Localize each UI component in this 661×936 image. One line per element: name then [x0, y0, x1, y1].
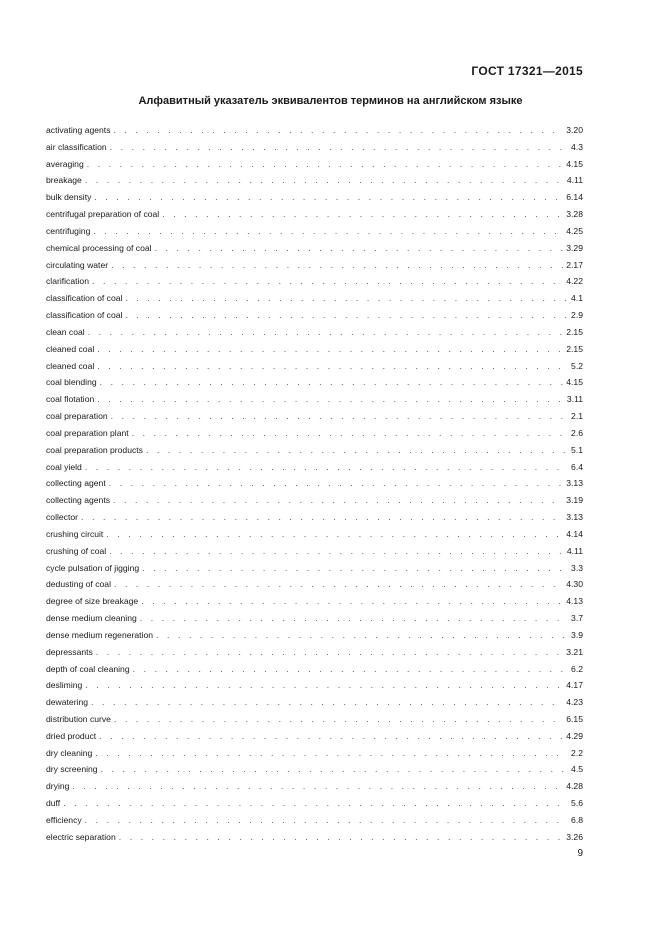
- entry-reference: 2.15: [566, 343, 583, 354]
- index-entry: [46, 240, 583, 257]
- index-entry: [46, 206, 583, 223]
- entry-reference: 3.28: [566, 209, 583, 220]
- dot-leader: [113, 492, 563, 509]
- dot-leader: [88, 324, 564, 341]
- dot-leader: [92, 273, 563, 290]
- entry-term: dewatering: [46, 697, 89, 708]
- entry-reference: 4.28: [566, 781, 583, 792]
- entry-reference: 4.23: [566, 697, 583, 708]
- entry-term: collector: [46, 512, 78, 523]
- index-entry: [46, 475, 583, 492]
- entry-term: coal yield: [46, 461, 82, 472]
- dot-leader: [132, 425, 568, 442]
- entry-term: clean coal: [46, 326, 85, 337]
- entry-term: cleaned coal: [46, 343, 95, 354]
- entry-term: air classification: [46, 141, 107, 152]
- dot-leader: [142, 560, 568, 577]
- dot-leader: [110, 139, 568, 156]
- dot-leader: [81, 509, 563, 526]
- entry-term: collecting agent: [46, 478, 106, 489]
- index-entry: [46, 189, 583, 206]
- index-entry: [46, 829, 583, 846]
- page-number: 9: [577, 848, 583, 859]
- entry-term: coal blending: [46, 377, 97, 388]
- dot-leader: [146, 442, 568, 459]
- entry-reference: 3.29: [566, 242, 583, 253]
- index-entry: [46, 290, 583, 307]
- entry-term: bulk density: [46, 192, 92, 203]
- index-entry: [46, 408, 583, 425]
- entry-reference: 5.6: [571, 798, 583, 809]
- entry-reference: 6.4: [571, 461, 583, 472]
- index-entry: [46, 610, 583, 627]
- entry-term: distribution curve: [46, 713, 111, 724]
- index-entry: [46, 122, 583, 139]
- entry-term: coal flotation: [46, 394, 95, 405]
- index-entry: [46, 778, 583, 795]
- dot-leader: [106, 526, 563, 543]
- index-entry: [46, 324, 583, 341]
- dot-leader: [63, 795, 568, 812]
- dot-leader: [72, 778, 563, 795]
- entry-reference: 2.1: [571, 411, 583, 422]
- entry-reference: 4.5: [571, 764, 583, 775]
- entry-term: duff: [46, 798, 61, 809]
- index-entry: [46, 761, 583, 778]
- index-entry: [46, 156, 583, 173]
- entry-reference: 6.15: [566, 713, 583, 724]
- entry-term: breakage: [46, 175, 82, 186]
- index-entry: [46, 273, 583, 290]
- term-index-list: [46, 122, 583, 846]
- entry-reference: 6.14: [566, 192, 583, 203]
- index-entry: [46, 442, 583, 459]
- index-entry: [46, 374, 583, 391]
- index-entry: [46, 745, 583, 762]
- index-entry: [46, 593, 583, 610]
- entry-term: desliming: [46, 680, 83, 691]
- document-code: ГОСТ 17321—2015: [471, 64, 583, 78]
- dot-leader: [93, 223, 563, 240]
- entry-term: depressants: [46, 646, 93, 657]
- entry-reference: 6.2: [571, 663, 583, 674]
- index-entry: [46, 576, 583, 593]
- dot-leader: [95, 745, 568, 762]
- entry-term: degree of size breakage: [46, 596, 139, 607]
- entry-term: chemical processing of coal: [46, 242, 152, 253]
- dot-leader: [111, 408, 568, 425]
- entry-reference: 3.7: [571, 613, 583, 624]
- dot-leader: [85, 459, 568, 476]
- entry-reference: 2.17: [566, 259, 583, 270]
- dot-leader: [119, 829, 564, 846]
- entry-term: cycle pulsation of jigging: [46, 562, 140, 573]
- entry-reference: 3.21: [566, 646, 583, 657]
- dot-leader: [125, 307, 568, 324]
- entry-reference: 5.1: [571, 444, 583, 455]
- index-entry: [46, 543, 583, 560]
- index-entry: [46, 661, 583, 678]
- entry-term: dry screening: [46, 764, 98, 775]
- dot-leader: [133, 661, 568, 678]
- entry-term: classification of coal: [46, 293, 123, 304]
- dot-leader: [125, 290, 568, 307]
- index-entry: [46, 425, 583, 442]
- entry-term: electric separation: [46, 831, 116, 842]
- entry-reference: 3.9: [571, 629, 583, 640]
- index-entry: [46, 694, 583, 711]
- dot-leader: [97, 341, 563, 358]
- entry-term: coal preparation: [46, 411, 108, 422]
- dot-leader: [91, 694, 563, 711]
- dot-leader: [97, 391, 564, 408]
- entry-term: dense medium regeneration: [46, 629, 154, 640]
- entry-reference: 4.11: [566, 545, 583, 556]
- dot-leader: [94, 189, 563, 206]
- dot-leader: [114, 122, 564, 139]
- index-entry: [46, 728, 583, 745]
- index-entry: [46, 358, 583, 375]
- entry-term: coal preparation products: [46, 444, 143, 455]
- entry-term: crushing circuit: [46, 528, 104, 539]
- index-entry: [46, 223, 583, 240]
- dot-leader: [99, 728, 563, 745]
- index-entry: [46, 677, 583, 694]
- index-entry: [46, 257, 583, 274]
- entry-term: dried product: [46, 730, 97, 741]
- entry-reference: 4.1: [571, 293, 583, 304]
- entry-term: collecting agents: [46, 495, 111, 506]
- dot-leader: [101, 761, 568, 778]
- entry-reference: 4.11: [566, 175, 583, 186]
- entry-reference: 4.13: [566, 596, 583, 607]
- dot-leader: [141, 593, 563, 610]
- entry-reference: 3.3: [571, 562, 583, 573]
- dot-leader: [87, 156, 564, 173]
- entry-term: drying: [46, 781, 70, 792]
- index-entry: [46, 627, 583, 644]
- entry-reference: 2.6: [571, 427, 583, 438]
- entry-reference: 2.15: [566, 326, 583, 337]
- index-entry: [46, 307, 583, 324]
- entry-term: crushing of coal: [46, 545, 107, 556]
- dot-leader: [100, 374, 564, 391]
- index-entry: [46, 644, 583, 661]
- dot-leader: [111, 257, 563, 274]
- entry-reference: 4.15: [566, 158, 583, 169]
- dot-leader: [114, 576, 563, 593]
- entry-term: cleaned coal: [46, 360, 95, 371]
- index-entry: [46, 560, 583, 577]
- entry-term: dry cleaning: [46, 747, 93, 758]
- entry-term: averaging: [46, 158, 84, 169]
- entry-term: circulating water: [46, 259, 109, 270]
- dot-leader: [162, 206, 563, 223]
- entry-term: coal preparation plant: [46, 427, 129, 438]
- dot-leader: [85, 812, 568, 829]
- index-entry: [46, 459, 583, 476]
- dot-leader: [109, 543, 564, 560]
- dot-leader: [85, 172, 564, 189]
- dot-leader: [156, 627, 568, 644]
- entry-reference: 4.30: [566, 579, 583, 590]
- dot-leader: [155, 240, 564, 257]
- entry-term: efficiency: [46, 814, 82, 825]
- dot-leader: [109, 475, 564, 492]
- entry-term: clarification: [46, 276, 89, 287]
- dot-leader: [85, 677, 563, 694]
- entry-reference: 4.3: [571, 141, 583, 152]
- entry-reference: 3.26: [566, 831, 583, 842]
- entry-reference: 4.29: [566, 730, 583, 741]
- index-entry: [46, 391, 583, 408]
- entry-term: dense medium cleaning: [46, 613, 137, 624]
- entry-reference: 3.19: [566, 495, 583, 506]
- entry-term: classification of coal: [46, 310, 123, 321]
- dot-leader: [114, 711, 563, 728]
- entry-term: depth of coal cleaning: [46, 663, 130, 674]
- entry-reference: 4.25: [566, 225, 583, 236]
- index-entry: [46, 812, 583, 829]
- index-entry: [46, 711, 583, 728]
- index-entry: [46, 509, 583, 526]
- entry-term: activating agents: [46, 125, 111, 135]
- index-entry: [46, 526, 583, 543]
- index-entry: [46, 795, 583, 812]
- entry-reference: 3.13: [566, 478, 583, 489]
- dot-leader: [97, 358, 568, 375]
- page-title: Алфавитный указатель эквивалентов терминов на английском языке: [138, 95, 523, 107]
- entry-reference: 5.2: [571, 360, 583, 371]
- dot-leader: [96, 644, 563, 661]
- entry-term: centrifuging: [46, 225, 91, 236]
- entry-reference: 4.14: [566, 528, 583, 539]
- entry-term: dedusting of coal: [46, 579, 111, 590]
- index-entry: [46, 492, 583, 509]
- entry-reference: 4.15: [566, 377, 583, 388]
- entry-term: centrifugal preparation of coal: [46, 209, 160, 220]
- index-entry: [46, 139, 583, 156]
- entry-reference: 4.22: [566, 276, 583, 287]
- entry-reference: 2.9: [571, 310, 583, 321]
- entry-reference: 4.17: [566, 680, 583, 691]
- index-entry: [46, 172, 583, 189]
- entry-reference: 3.20: [566, 125, 583, 135]
- entry-reference: 3.11: [566, 394, 583, 405]
- entry-reference: 6.8: [571, 814, 583, 825]
- dot-leader: [140, 610, 568, 627]
- index-entry: [46, 341, 583, 358]
- entry-reference: 3.13: [566, 512, 583, 523]
- entry-reference: 2.2: [571, 747, 583, 758]
